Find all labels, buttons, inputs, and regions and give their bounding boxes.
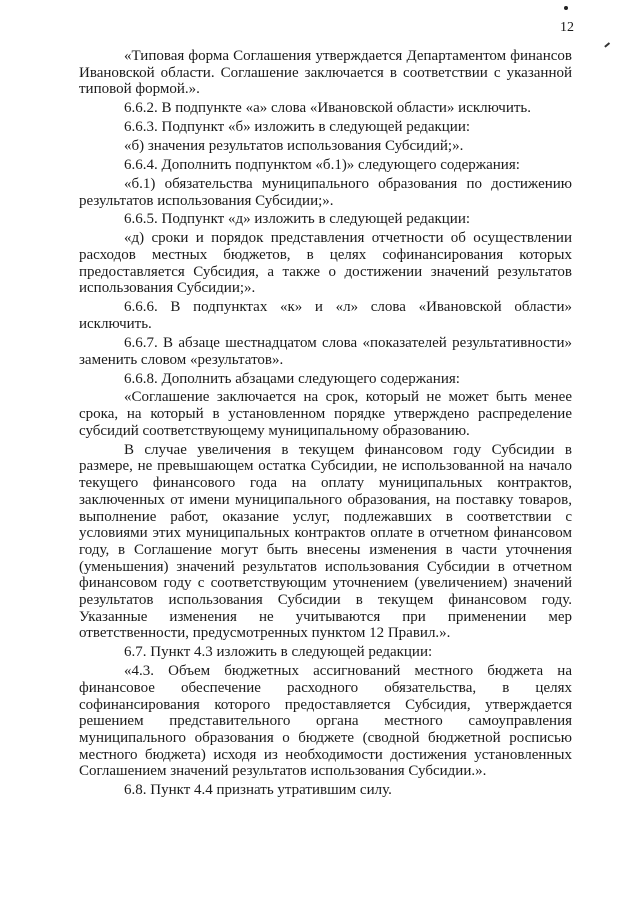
paragraph: В случае увеличения в текущем финансовом году Субсидии в размере, не превышающем остатка Субсидии, не использованной на начало текущего финансового года на оплату муниципальных контрактов, заключенных от имени муниципального образования, на поставку товаров, выполнение работ, оказание услуг, подлежавших в соответствии с условиями этих муниципальных контрактов оплате в отчетном финансовом году, в Соглашение могут быть внесены изменения в части уточнения (уменьшения) значений результатов использования Субсидии в отчетном финансовом году с соответствующим уточнением (увеличением) значений результатов использования Субсидии в текущем финансовом году. Указанные изменения не учитываются при применении мер ответственности, предусмотренных пунктом 12 Правил.». — [79, 441, 572, 642]
paragraph: «д) сроки и порядок представления отчетности об осуществлении расходов местных бюджетов, в целях софинансирования которых предоставляется Субсидия, а также о достижении значений результатов использования Субсидии;». — [79, 230, 572, 297]
paragraph: 6.6.4. Дополнить подпунктом «б.1)» следующего содержания: — [124, 156, 520, 173]
paragraph: 6.6.7. В абзаце шестнадцатом слова «показателей результативности» заменить словом «результатов». — [79, 334, 572, 368]
paragraph: «б) значения результатов использования Субсидий;». — [124, 138, 464, 155]
page-number: 12 — [560, 20, 574, 35]
paragraph: 6.6.2. В подпункте «а» слова «Ивановской области» исключить. — [124, 100, 531, 117]
scan-mark — [604, 42, 610, 47]
paragraph: «б.1) обязательства муниципального образования по достижению результатов использования Субсидии;». — [79, 175, 572, 209]
paragraph: «4.3. Объем бюджетных ассигнований местного бюджета на финансовое обеспечение расходного обязательства, в целях софинансирования которого предоставляется Субсидия, утверждается решением представительного органа местного самоуправления муниципального образования о бюджете (сводной бюджетной росписью местного бюджета) исходя из необходимости достижения установленных Соглашением значений результатов использования Субсидии.». — [79, 663, 572, 780]
paragraph: 6.8. Пункт 4.4 признать утратившим силу. — [124, 782, 392, 799]
paragraph: 6.7. Пункт 4.3 изложить в следующей редакции: — [124, 644, 433, 661]
paragraph: 6.6.5. Подпункт «д» изложить в следующей редакции: — [124, 211, 471, 228]
paragraph: «Соглашение заключается на срок, который не может быть менее срока, на который в установленном порядке утверждено распределение субсидий соответствующему муниципальному образованию. — [79, 389, 572, 439]
document-body — [79, 48, 572, 801]
paragraph: «Типовая форма Соглашения утверждается Департаментом финансов Ивановской области. Соглашение заключается в соответствии с указанной типовой формой.». — [79, 48, 572, 98]
paragraph: 6.6.6. В подпунктах «к» и «л» слова «Ивановской области» исключить. — [79, 299, 572, 333]
paragraph: 6.6.8. Дополнить абзацами следующего содержания: — [124, 370, 460, 387]
scan-mark — [564, 6, 568, 10]
paragraph: 6.6.3. Подпункт «б» изложить в следующей редакции: — [124, 119, 471, 136]
